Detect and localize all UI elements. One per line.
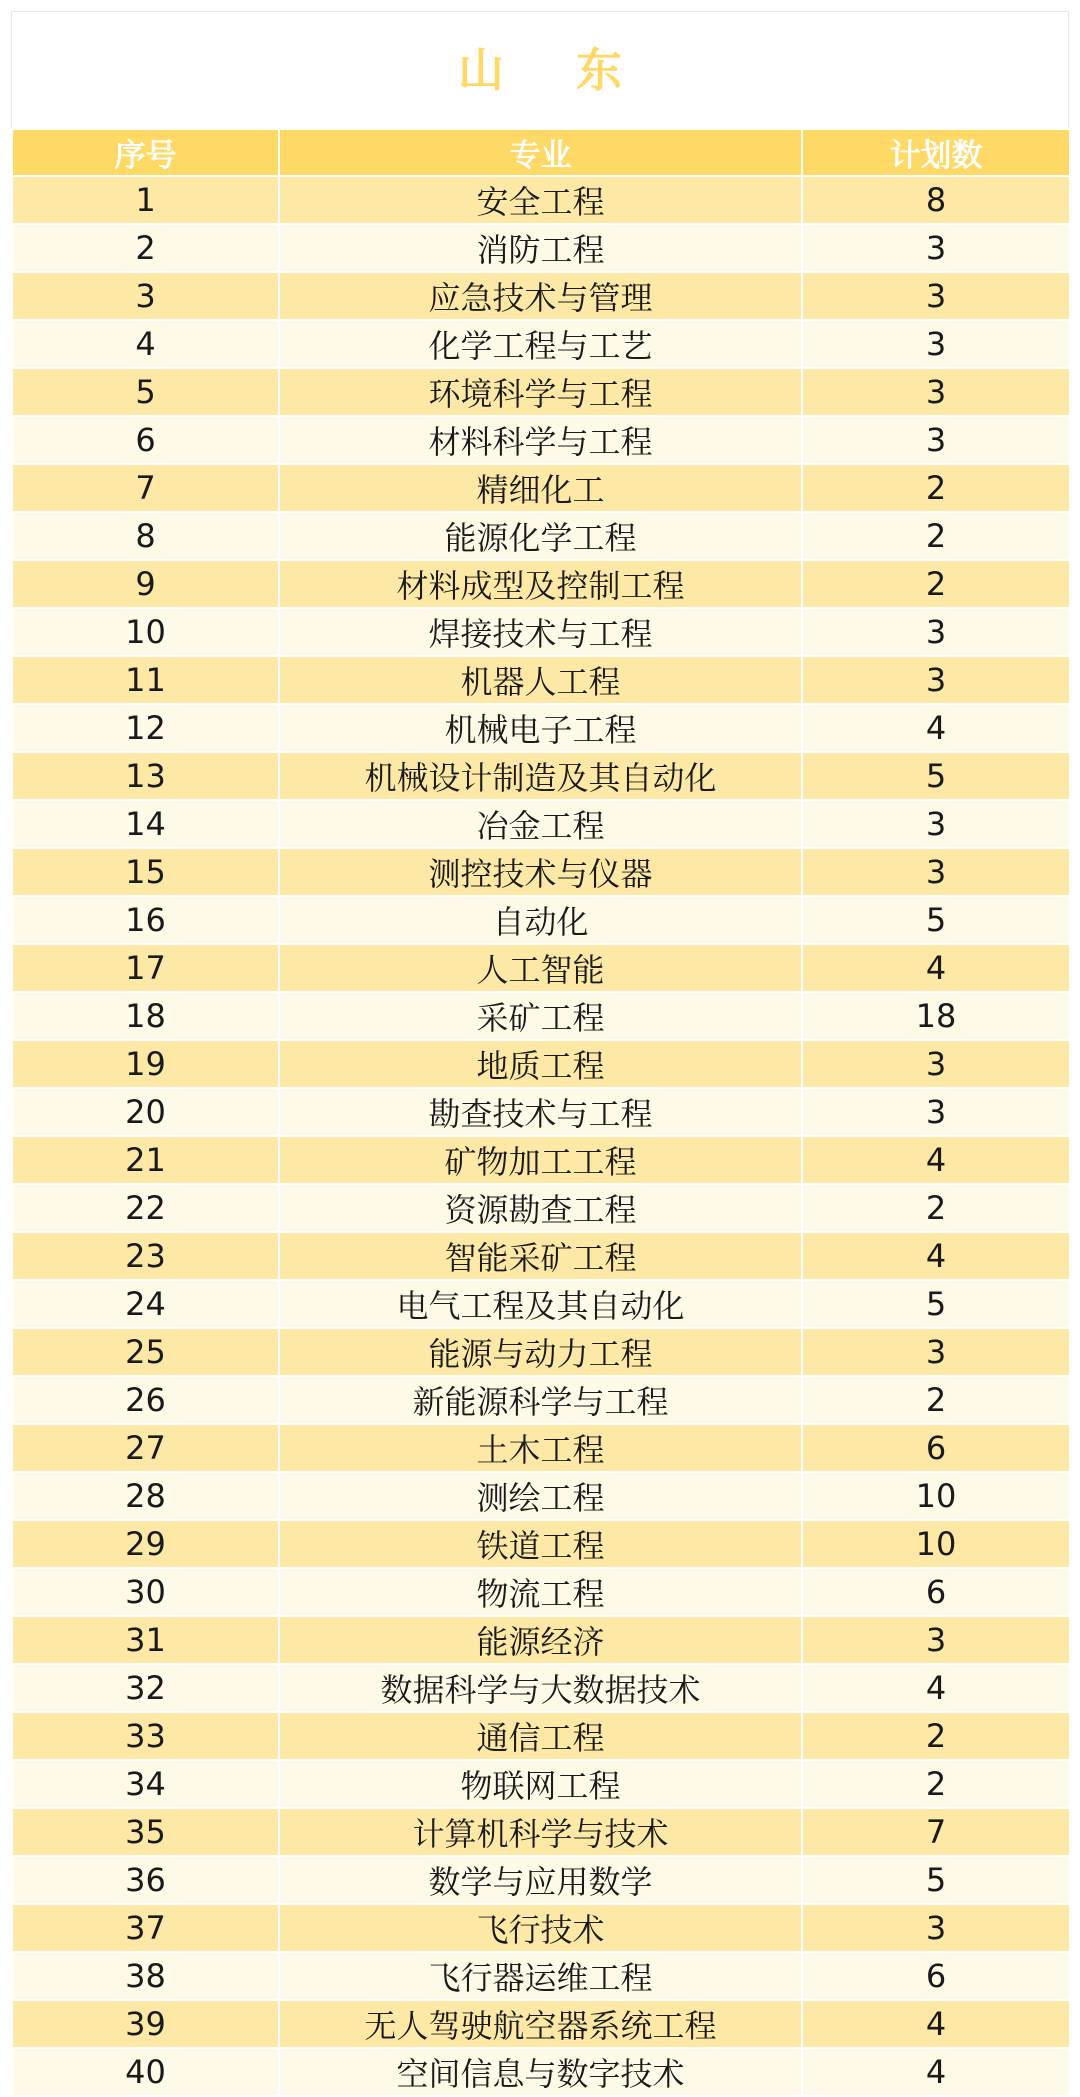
table-row [12,368,1070,416]
cell-major: 计算机科学与技术 [279,1808,802,1856]
cell-plan: 3 [802,224,1070,272]
cell-index: 27 [12,1424,279,1472]
table-row [12,1712,1070,1760]
cell-major: 地质工程 [279,1040,802,1088]
cell-plan: 6 [802,1568,1070,1616]
table-row [12,1952,1070,2000]
table-row [12,272,1070,320]
cell-major: 物联网工程 [279,1760,802,1808]
cell-plan: 3 [802,1040,1070,1088]
table-row [12,800,1070,848]
cell-plan: 2 [802,1376,1070,1424]
title-banner [11,11,1069,128]
cell-major: 数据科学与大数据技术 [279,1664,802,1712]
cell-index: 1 [12,176,279,224]
table-row [12,320,1070,368]
cell-index: 36 [12,1856,279,1904]
cell-major: 材料成型及控制工程 [279,560,802,608]
cell-index: 17 [12,944,279,992]
cell-index: 20 [12,1088,279,1136]
cell-major: 新能源科学与工程 [279,1376,802,1424]
cell-index: 18 [12,992,279,1040]
header-index: 序号 [12,129,279,176]
table-row [12,1664,1070,1712]
cell-plan: 3 [802,416,1070,464]
table-row [12,1088,1070,1136]
cell-index: 35 [12,1808,279,1856]
cell-plan: 2 [802,512,1070,560]
cell-major: 焊接技术与工程 [279,608,802,656]
cell-major: 安全工程 [279,176,802,224]
cell-plan: 4 [802,2048,1070,2096]
cell-major: 精细化工 [279,464,802,512]
cell-plan: 4 [802,944,1070,992]
cell-major: 智能采矿工程 [279,1232,802,1280]
cell-plan: 5 [802,1856,1070,1904]
table-row [12,1808,1070,1856]
cell-index: 15 [12,848,279,896]
cell-index: 6 [12,416,279,464]
cell-major: 自动化 [279,896,802,944]
table-row [12,752,1070,800]
cell-plan: 3 [802,800,1070,848]
cell-major: 化学工程与工艺 [279,320,802,368]
cell-plan: 3 [802,1328,1070,1376]
cell-major: 测绘工程 [279,1472,802,1520]
table-row [12,176,1070,224]
cell-index: 2 [12,224,279,272]
cell-major: 机械电子工程 [279,704,802,752]
cell-index: 5 [12,368,279,416]
table-row [12,1232,1070,1280]
table-row [12,512,1070,560]
cell-index: 28 [12,1472,279,1520]
table-row [12,944,1070,992]
cell-index: 3 [12,272,279,320]
cell-plan: 2 [802,464,1070,512]
cell-major: 机械设计制造及其自动化 [279,752,802,800]
table-row [12,416,1070,464]
cell-major: 铁道工程 [279,1520,802,1568]
cell-major: 能源与动力工程 [279,1328,802,1376]
table-row [12,896,1070,944]
cell-index: 21 [12,1136,279,1184]
cell-index: 40 [12,2048,279,2096]
cell-index: 30 [12,1568,279,1616]
cell-index: 26 [12,1376,279,1424]
cell-plan: 10 [802,1472,1070,1520]
cell-major: 资源勘查工程 [279,1184,802,1232]
cell-index: 32 [12,1664,279,1712]
cell-index: 8 [12,512,279,560]
cell-plan: 3 [802,848,1070,896]
table-row [12,1616,1070,1664]
cell-index: 33 [12,1712,279,1760]
table-row [12,704,1070,752]
cell-plan: 4 [802,704,1070,752]
cell-index: 7 [12,464,279,512]
cell-plan: 7 [802,1808,1070,1856]
cell-major: 无人驾驶航空器系统工程 [279,2000,802,2048]
cell-major: 飞行技术 [279,1904,802,1952]
cell-major: 空间信息与数字技术 [279,2048,802,2096]
cell-plan: 18 [802,992,1070,1040]
cell-index: 29 [12,1520,279,1568]
table-row [12,1184,1070,1232]
cell-index: 23 [12,1232,279,1280]
header-major: 专业 [279,129,802,176]
cell-plan: 3 [802,1904,1070,1952]
cell-index: 39 [12,2000,279,2048]
cell-plan: 5 [802,1280,1070,1328]
cell-major: 应急技术与管理 [279,272,802,320]
cell-index: 11 [12,656,279,704]
cell-index: 31 [12,1616,279,1664]
cell-major: 材料科学与工程 [279,416,802,464]
cell-index: 13 [12,752,279,800]
cell-index: 38 [12,1952,279,2000]
cell-plan: 5 [802,752,1070,800]
plan-sheet [11,11,1069,2097]
cell-plan: 2 [802,1712,1070,1760]
cell-index: 10 [12,608,279,656]
cell-major: 勘查技术与工程 [279,1088,802,1136]
cell-index: 34 [12,1760,279,1808]
cell-major: 矿物加工工程 [279,1136,802,1184]
cell-index: 14 [12,800,279,848]
cell-plan: 3 [802,656,1070,704]
cell-major: 土木工程 [279,1424,802,1472]
cell-plan: 4 [802,2000,1070,2048]
table-row [12,1904,1070,1952]
table-row [12,1376,1070,1424]
cell-plan: 2 [802,1760,1070,1808]
table-row [12,464,1070,512]
cell-plan: 8 [802,176,1070,224]
cell-plan: 3 [802,1616,1070,1664]
cell-major: 通信工程 [279,1712,802,1760]
province-title: 山 东 [457,43,650,97]
cell-index: 25 [12,1328,279,1376]
cell-major: 数学与应用数学 [279,1856,802,1904]
table-row [12,1136,1070,1184]
cell-plan: 3 [802,1088,1070,1136]
table-row [12,848,1070,896]
table-row [12,560,1070,608]
cell-index: 22 [12,1184,279,1232]
cell-plan: 2 [802,1184,1070,1232]
cell-major: 环境科学与工程 [279,368,802,416]
table-row [12,992,1070,1040]
table-row [12,1040,1070,1088]
cell-plan: 5 [802,896,1070,944]
cell-index: 19 [12,1040,279,1088]
table-row [12,1328,1070,1376]
cell-plan: 6 [802,1424,1070,1472]
table-row [12,1856,1070,1904]
table-row [12,1760,1070,1808]
cell-index: 24 [12,1280,279,1328]
table-row [12,1424,1070,1472]
cell-major: 消防工程 [279,224,802,272]
cell-plan: 2 [802,560,1070,608]
table-row [12,1520,1070,1568]
table-row [12,2048,1070,2096]
cell-index: 37 [12,1904,279,1952]
table-row [12,1568,1070,1616]
table-row [12,2000,1070,2048]
table-row [12,224,1070,272]
cell-index: 4 [12,320,279,368]
cell-plan: 6 [802,1952,1070,2000]
cell-index: 9 [12,560,279,608]
cell-plan: 3 [802,368,1070,416]
table-row [12,656,1070,704]
cell-plan: 3 [802,272,1070,320]
table-row [12,608,1070,656]
cell-major: 能源经济 [279,1616,802,1664]
table-row [12,1280,1070,1328]
cell-plan: 4 [802,1136,1070,1184]
header-plan: 计划数 [802,129,1070,176]
table-row [12,1472,1070,1520]
cell-major: 冶金工程 [279,800,802,848]
cell-plan: 4 [802,1232,1070,1280]
table-header-row [12,129,1070,176]
cell-major: 物流工程 [279,1568,802,1616]
cell-plan: 3 [802,320,1070,368]
cell-major: 飞行器运维工程 [279,1952,802,2000]
cell-major: 采矿工程 [279,992,802,1040]
cell-major: 机器人工程 [279,656,802,704]
cell-index: 16 [12,896,279,944]
cell-plan: 3 [802,608,1070,656]
table-body [12,176,1070,2096]
enrollment-plan-table [11,128,1071,2097]
cell-plan: 10 [802,1520,1070,1568]
cell-major: 能源化学工程 [279,512,802,560]
cell-major: 电气工程及其自动化 [279,1280,802,1328]
cell-major: 测控技术与仪器 [279,848,802,896]
cell-index: 12 [12,704,279,752]
cell-major: 人工智能 [279,944,802,992]
cell-plan: 4 [802,1664,1070,1712]
